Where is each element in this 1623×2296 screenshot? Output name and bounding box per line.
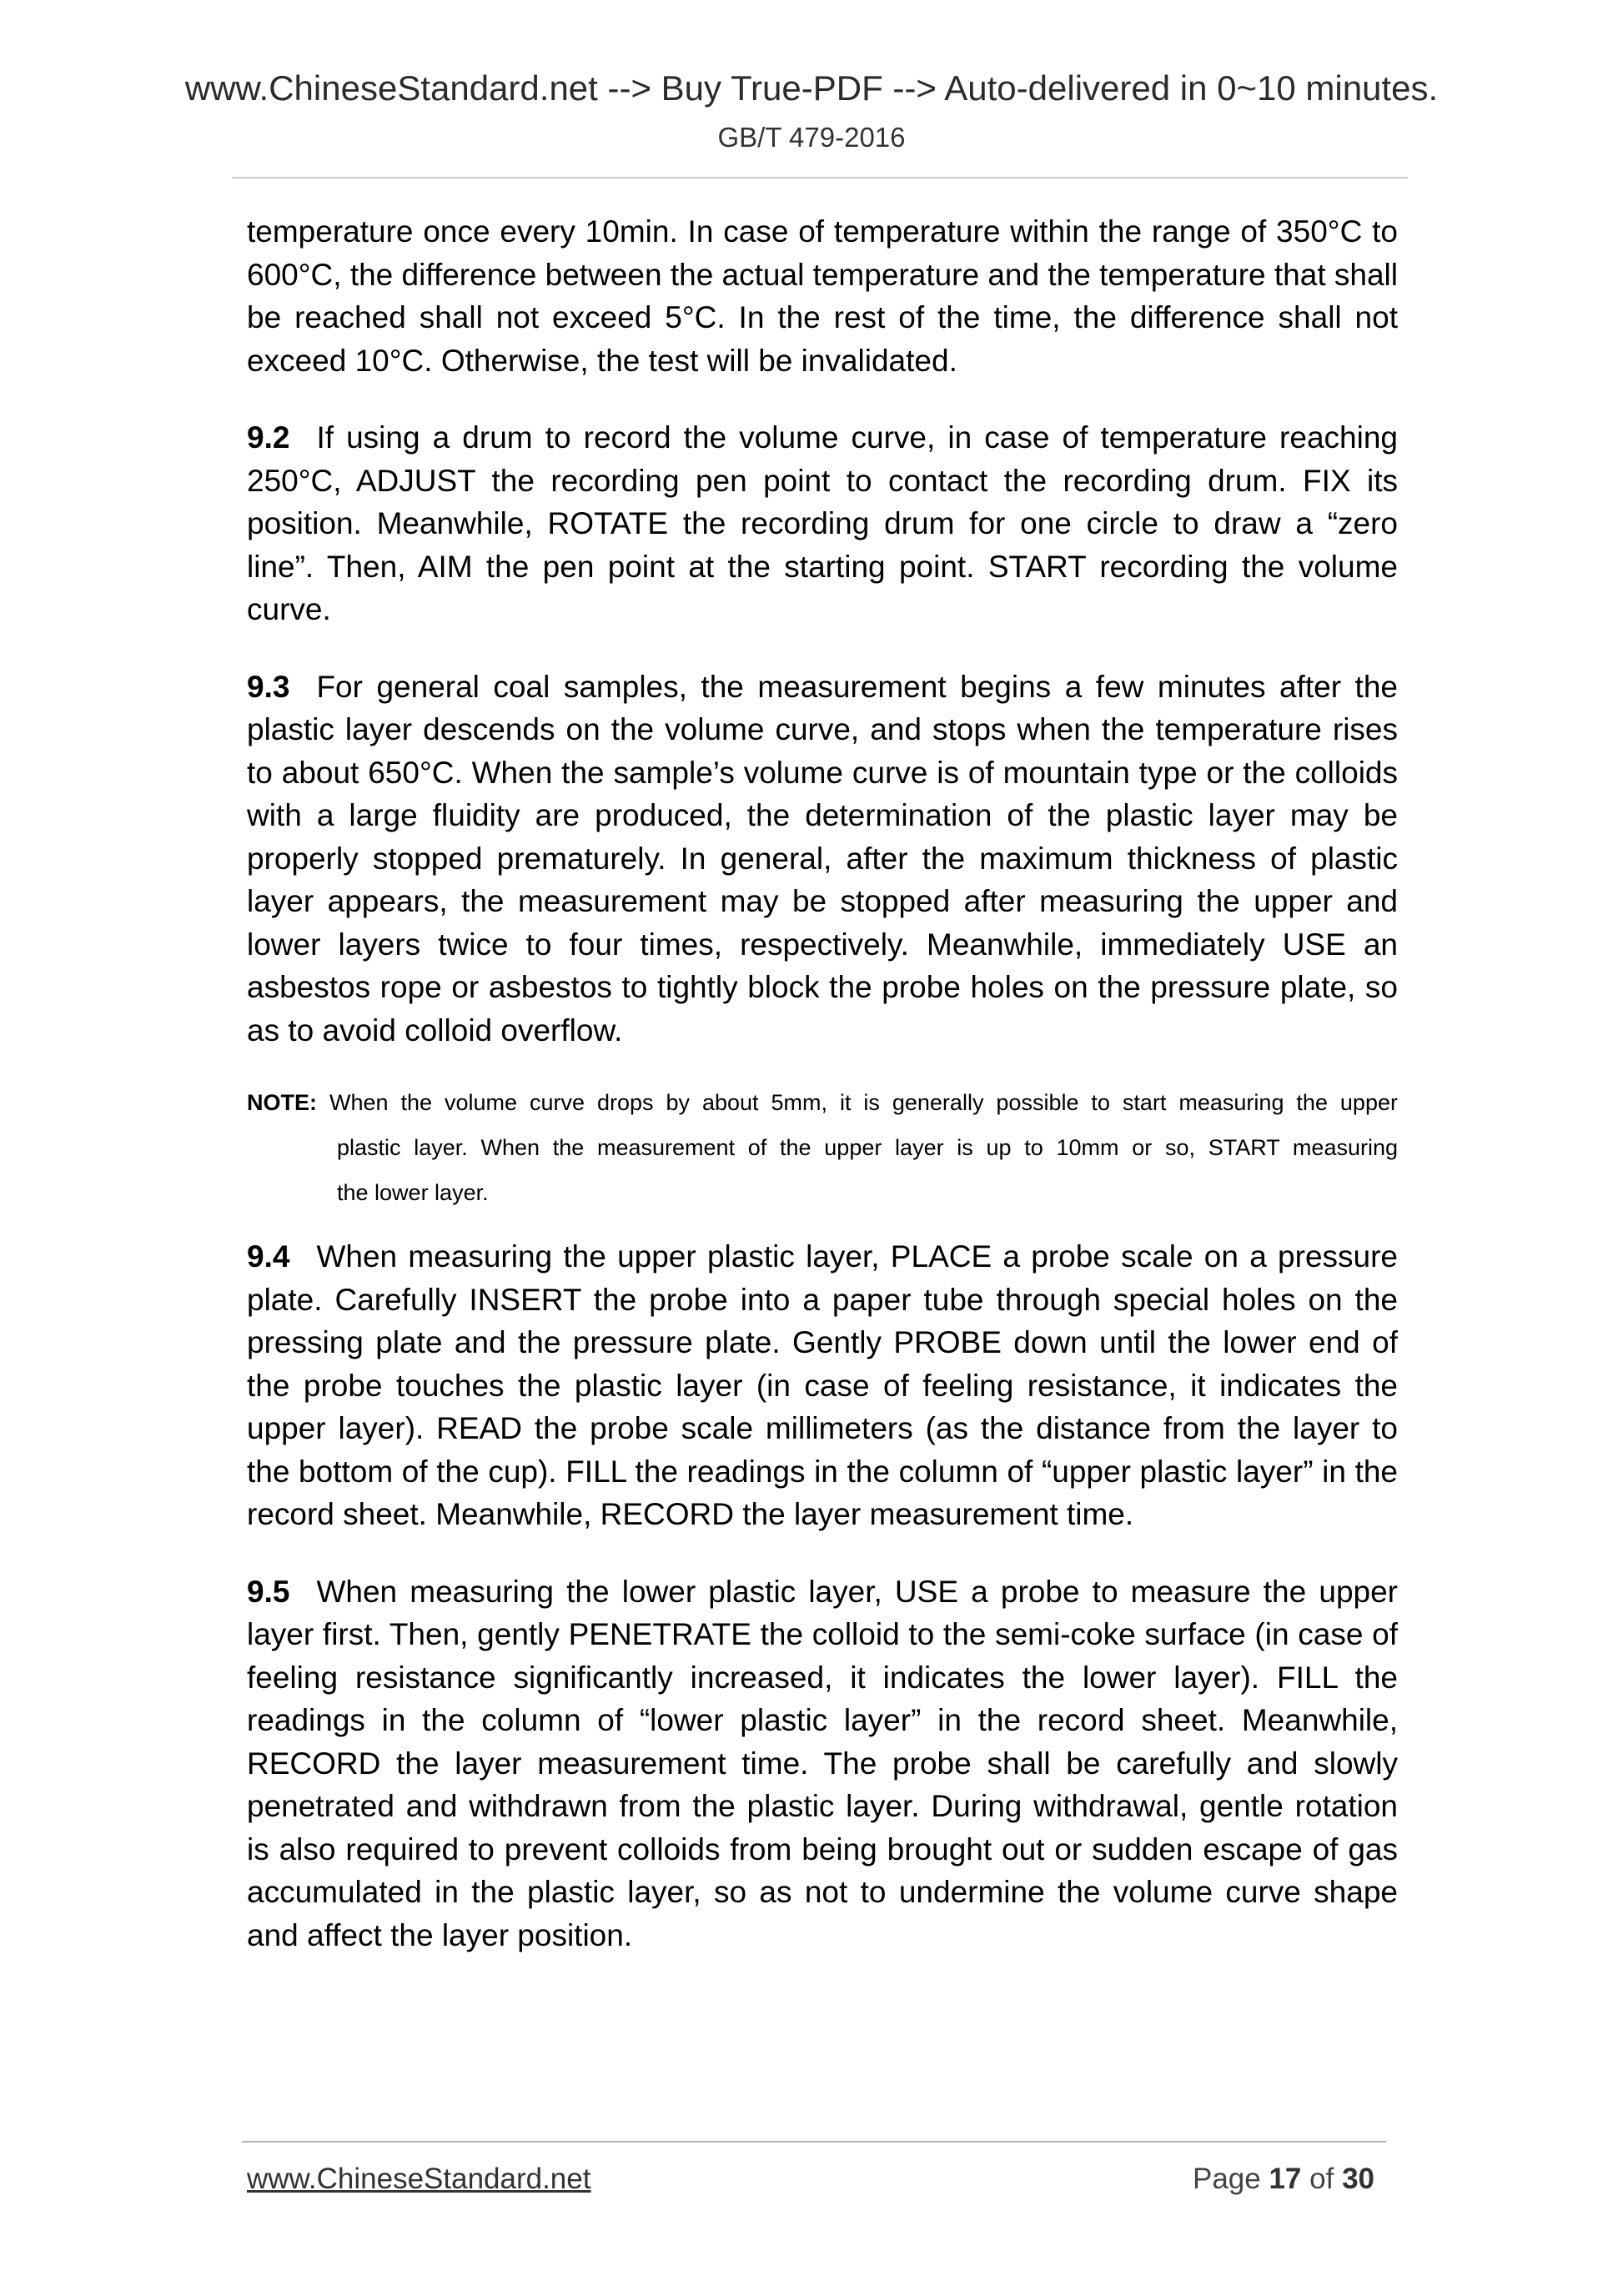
section-9-3 bbox=[247, 666, 1398, 1053]
paragraph-continuation: temperature once every 10min. In case of temperature within the range of 350°C to 600°C, the difference between the actual temperature and the temperature that shall be reached shall not exceed 5°C. In the rest of the time, the difference shall not exceed 10°C. Otherwise, the test will be invalidated. bbox=[247, 214, 1398, 378]
section-text: If using a drum to record the volume curve, in case of temperature reaching 250°C, ADJUST the recording pen point to contact the recording drum. FIX its position. Meanwhile, ROTATE the recording drum for one circle to draw a “zero line”. Then, AIM the pen point at the starting point. START recording the volume curve. bbox=[247, 420, 1398, 626]
section-text: For general coal samples, the measurement begins a few minutes after the plastic layer descends on the volume curve, and stops when the temperature rises to about 650°C. When the sample’s volume curve is of mountain type or the colloids with a large fluidity are produced, the determination of the plastic layer may be properly stopped prematurely. In general, after the maximum thickness of plastic layer appears, the measurement may be stopped after measuring the upper and lower layers twice to four times, respectively. Meanwhile, immediately USE an asbestos rope or asbestos to tightly block the probe holes on the pressure plate, so as to avoid colloid overflow. bbox=[247, 669, 1398, 1048]
section-9-4 bbox=[247, 1235, 1398, 1536]
section-number: 9.4 bbox=[247, 1239, 290, 1274]
section-number: 9.5 bbox=[247, 1574, 290, 1609]
page-total: 30 bbox=[1342, 2163, 1374, 2195]
section-number: 9.3 bbox=[247, 669, 290, 704]
document-id: GB/T 479-2016 bbox=[717, 122, 906, 153]
header-title: www.ChineseStandard.net --> Buy True-PDF --> Auto-delivered in 0~10 minutes. bbox=[184, 68, 1439, 108]
page-label: Page bbox=[1192, 2163, 1261, 2195]
note-line: plastic layer. When the measurement of the upper layer is up to 10mm or so, START measuring bbox=[337, 1135, 1398, 1160]
note-label: NOTE: bbox=[247, 1090, 317, 1115]
page-of-label: of bbox=[1309, 2163, 1334, 2195]
header-divider bbox=[232, 177, 1408, 178]
section-text: When measuring the upper plastic layer, PLACE a probe scale on a pressure plate. Carefully INSERT the probe into a paper tube through special holes on the pressing plate and the pressure plate. Gently PROBE down until the lower end of the probe touches the plastic layer (in case of feeling resistance, it indicates the upper layer). READ the probe scale millimeters (as the distance from the layer to the bottom of the cup). FILL the readings in the column of “upper plastic layer” in the record sheet. Meanwhile, RECORD the layer measurement time. bbox=[247, 1239, 1398, 1531]
note-line: When the volume curve drops by about 5mm, it is generally possible to start measuring the upper bbox=[329, 1090, 1398, 1115]
section-9-5 bbox=[247, 1570, 1398, 1957]
section-number: 9.2 bbox=[247, 420, 290, 455]
footer-website-link[interactable]: www.ChineseStandard.net bbox=[247, 2163, 591, 2195]
note-line: the lower layer. bbox=[337, 1180, 489, 1205]
section-text: When measuring the lower plastic layer, USE a probe to measure the upper layer first. Then, gently PENETRATE the colloid to the semi-coke surface (in case of feeling resistance significantly increased, it indicates the lower layer). FILL the readings in the column of “lower plastic layer” in the record sheet. Meanwhile, RECORD the layer measurement time. The probe shall be carefully and slowly penetrated and withdrawn from the plastic layer. During withdrawal, gentle rotation is also required to prevent colloids from being brought out or sudden escape of gas accumulated in the plastic layer, so as not to undermine the volume curve shape and affect the layer position. bbox=[247, 1574, 1398, 1952]
note-block bbox=[247, 1080, 1398, 1215]
document-body bbox=[247, 210, 1398, 1957]
page-current: 17 bbox=[1269, 2163, 1302, 2195]
section-9-2 bbox=[247, 416, 1398, 631]
page-number bbox=[1193, 2158, 1374, 2200]
footer-divider bbox=[242, 2141, 1386, 2143]
